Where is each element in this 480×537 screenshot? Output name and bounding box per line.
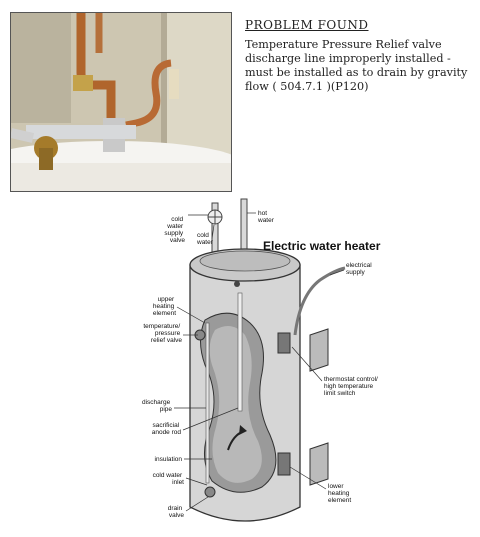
label-insulation: insulation: [154, 456, 182, 463]
water-heater-diagram: [0, 195, 480, 533]
label-sacrificial-anode: sacrificial anode rod: [151, 422, 181, 436]
photo-illustration: [11, 13, 231, 191]
installation-photo: [10, 12, 232, 192]
label-drain-valve: drain valve: [167, 505, 184, 519]
label-lower-heating-element: lower heating element: [328, 483, 352, 504]
label-cold-supply-valve: cold water supply valve: [164, 216, 185, 244]
label-upper-heating-element: upper heating element: [152, 296, 176, 317]
label-hot-water: hot water: [258, 210, 274, 224]
label-electrical-supply: electrical supply: [346, 262, 372, 276]
problem-notes: [245, 18, 470, 94]
label-thermostat-control: thermostat control/ high temperature limit switch: [324, 376, 378, 397]
problem-heading: PROBLEM FOUND: [245, 18, 369, 32]
label-tp-relief-valve: temperature/ pressure relief valve: [143, 323, 182, 344]
label-cold-water-inlet: cold water inlet: [152, 472, 184, 486]
problem-description: Temperature Pressure Relief valve discharge line improperly installed - must be installed as to drain by gravity flow ( 504.7.1 )(P120): [245, 38, 468, 93]
diagram-title: Electric water heater: [263, 239, 381, 253]
label-cold-water: cold water: [197, 232, 213, 246]
label-discharge-pipe: discharge pipe: [142, 399, 172, 413]
water-heater-illustration: [0, 195, 480, 533]
